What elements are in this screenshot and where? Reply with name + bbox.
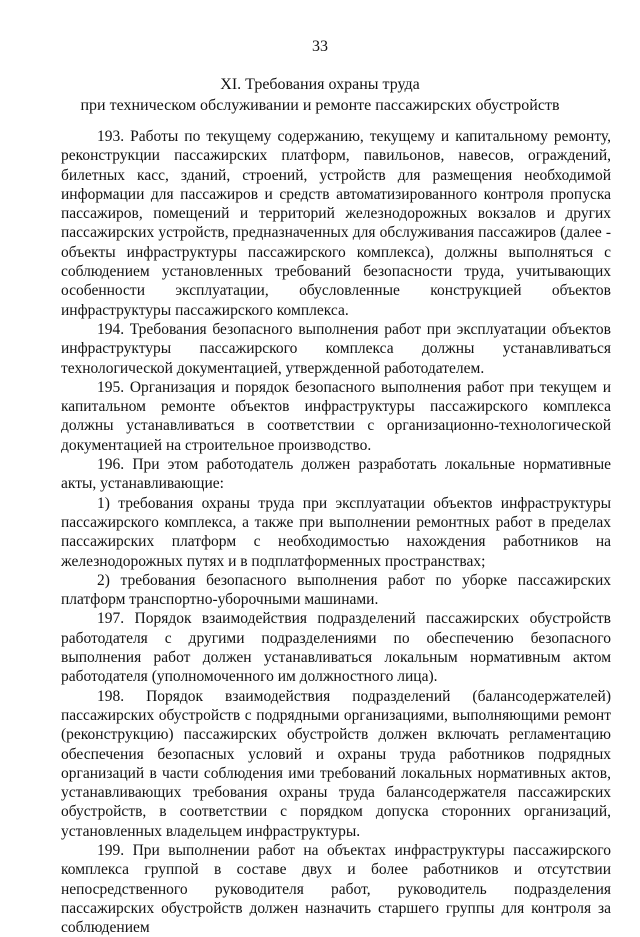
- list-item-2: 2) требования безопасного выполнения работ по уборке пассажирских платформ транспортно-уборочными машинами.: [61, 571, 611, 609]
- paragraph-199: 199. При выполнении работ на объектах инфраструктуры пассажирского комплекса группой в составе двух и более работников и отсутствии непосредственного руководителя работ, руководитель подразделения пассажирских обустройств должен назначить старшего группы для контроля за соблюдением: [61, 841, 611, 937]
- paragraph-193: 193. Работы по текущему содержанию, текущему и капитальному ремонту, реконструкции пассажирских платформ, павильонов, навесов, ограждений, билетных касс, зданий, строений, устройств для размещения необходимой информации для пассажиров и средств автоматизированного контроля пропуска пассажиров, помещений и территорий железнодорожных вокзалов и других пассажирских устройств, предназначенных для обслуживания пассажиров (далее - объекты инфраструктуры пассажирского комплекса), должны выполняться с соблюдением установленных требований безопасности труда, учитывающих особенности эксплуатации, обусловленные конструкцией объектов инфраструктуры пассажирского комплекса.: [61, 128, 611, 319]
- section-title: XI. Требования охраны труда: [220, 76, 420, 93]
- paragraph-195: 195. Организация и порядок безопасного выполнения работ при текущем и капитальном ремонте объектов инфраструктуры пассажирского комплекса должны устанавливаться в соответствии с организационно-технологической документацией на строительное производство.: [61, 378, 611, 454]
- paragraph-194: 194. Требования безопасного выполнения работ при эксплуатации объектов инфраструктуры пассажирского комплекса должны устанавливаться технологической документацией, утвержденной работодателем.: [61, 320, 611, 377]
- document-body: [61, 127, 611, 937]
- section-heading: [40, 74, 600, 116]
- paragraph-198: 198. Порядок взаимодействия подразделений (балансодержателей) пассажирских обустройств с подрядными организациями, выполняющими ремонт (реконструкцию) пассажирских обустройств должен включать регламентацию обеспечения безопасных условий и охраны труда работников подрядных организаций в части соблюдения ими требований локальных нормативных актов, устанавливающих требования охраны труда балансодержателя пассажирских обустройств, в соответствии с порядком допуска сторонних организаций, установленных владельцем инфраструктуры.: [61, 687, 611, 840]
- list-item-1: 1) требования охраны труда при эксплуатации объектов инфраструктуры пассажирского комплекса, а также при выполнении ремонтных работ в пределах пассажирских платформ с необходимостью нахождения работников на железнодорожных путях и в подплатформенных пространствах;: [61, 494, 611, 570]
- paragraph-196: 196. При этом работодатель должен разработать локальные нормативные акты, устанавливающие:: [61, 456, 611, 493]
- section-subtitle: при техническом обслуживании и ремонте пассажирских обустройств: [80, 97, 560, 114]
- paragraph-197: 197. Порядок взаимодействия подразделений пассажирских обустройств работодателя с другими подразделениями по обеспечению безопасного выполнения работ должен устанавливаться локальным нормативным актом работодателя (уполномоченного им должностного лица).: [61, 610, 611, 686]
- page-number: 33: [312, 38, 328, 55]
